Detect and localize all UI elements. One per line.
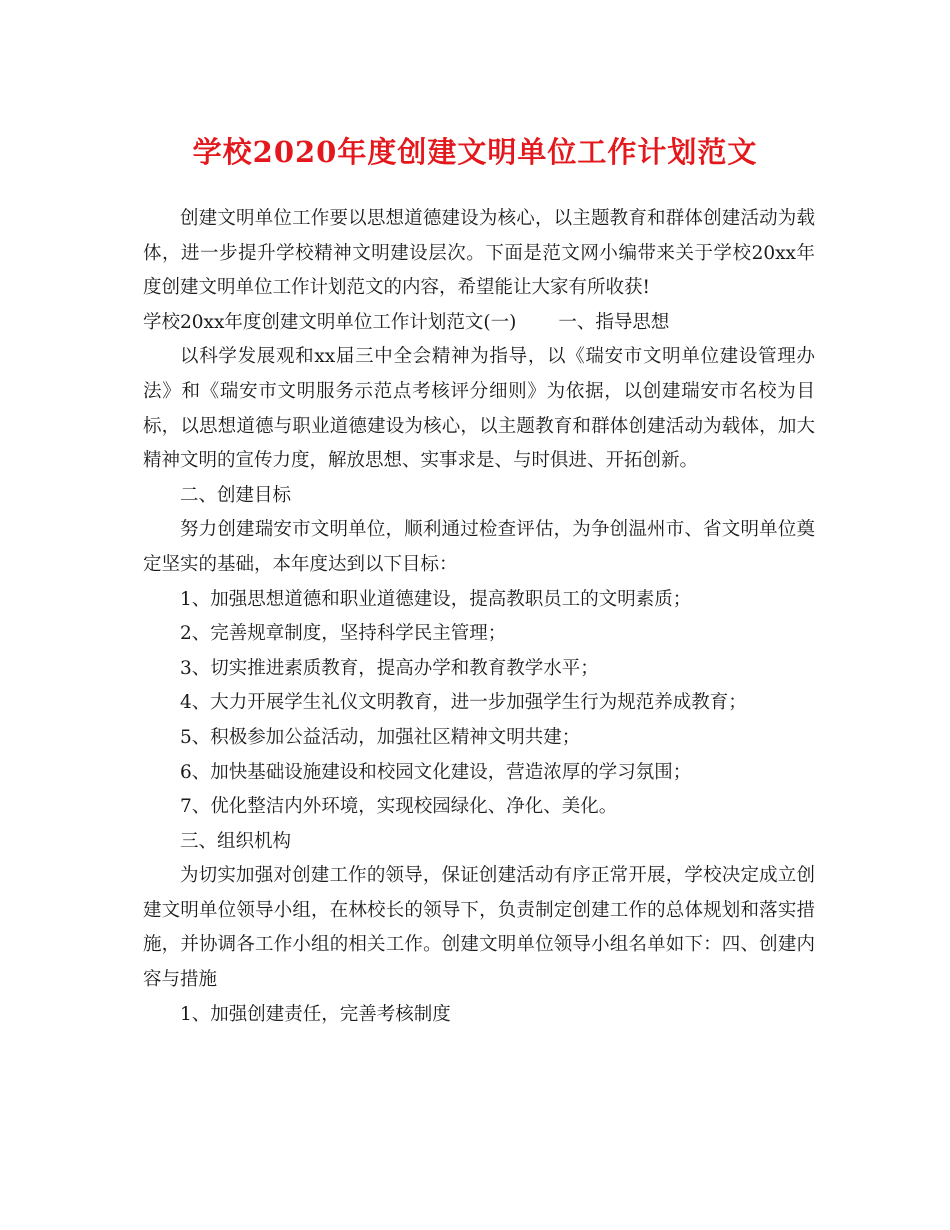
subtitle-line bbox=[143, 306, 815, 341]
section2-body: 努力创建瑞安市文明单位，顺利通过检查评估，为争创温州市、省文明单位奠定坚实的基础，本年度达到以下目标： bbox=[143, 519, 815, 575]
section1-heading: 一、指导思想 bbox=[558, 311, 670, 333]
goal-item: 1、加强思想道德和职业道德建设，提高教职员工的文明素质； bbox=[180, 588, 692, 610]
intro-paragraph: 创建文明单位工作要以思想道德建设为核心，以主题教育和群体创建活动为载体，进一步提升学校精神文明建设层次。下面是范文网小编带来关于学校20xx年度创建文明单位工作计划范文的内容，希望能让大家有所收获! bbox=[143, 208, 815, 299]
section2-heading: 二、创建目标 bbox=[180, 484, 292, 506]
goal-item: 5、积极参加公益活动，加强社区精神文明共建； bbox=[180, 726, 581, 748]
goal-item: 6、加快基础设施建设和校园文化建设，营造浓厚的学习氛围； bbox=[180, 761, 692, 783]
goal-item: 2、完善规章制度，坚持科学民主管理； bbox=[180, 623, 507, 645]
document-title: 学校2020年度创建文明单位工作计划范文 bbox=[192, 135, 758, 169]
document-subtitle: 学校20xx年度创建文明单位工作计划范文(一) bbox=[143, 311, 517, 333]
section1-body: 以科学发展观和xx届三中全会精神为指导，以《瑞安市文明单位建设管理办法》和《瑞安市文明服务示范点考核评分细则》为依据，以创建瑞安市名校为目标，以思想道德与职业道德建设为核心，以主题教育和群体创建活动为载体，加大精神文明的宣传力度，解放思想、实事求是、与时俱进、开拓创新。 bbox=[143, 346, 815, 472]
goal-item: 7、优化整洁内外环境，实现校园绿化、净化、美化。 bbox=[180, 796, 618, 818]
goal-item: 4、大力开展学生礼仪文明教育，进一步加强学生行为规范养成教育； bbox=[180, 692, 747, 714]
document-body bbox=[143, 202, 815, 1032]
section3-heading: 三、组织机构 bbox=[180, 830, 292, 852]
section4-item: 1、加强创建责任，完善考核制度 bbox=[180, 1003, 451, 1025]
goal-item: 3、切实推进素质教育，提高办学和教育教学水平； bbox=[180, 657, 599, 679]
section3-body: 为切实加强对创建工作的领导，保证创建活动有序正常开展，学校决定成立创建文明单位领导小组，在林校长的领导下，负责制定创建工作的总体规划和落实措施，并协调各工作小组的相关工作。创建文明单位领导小组名单如下：四、创建内容与措施 bbox=[143, 865, 815, 991]
